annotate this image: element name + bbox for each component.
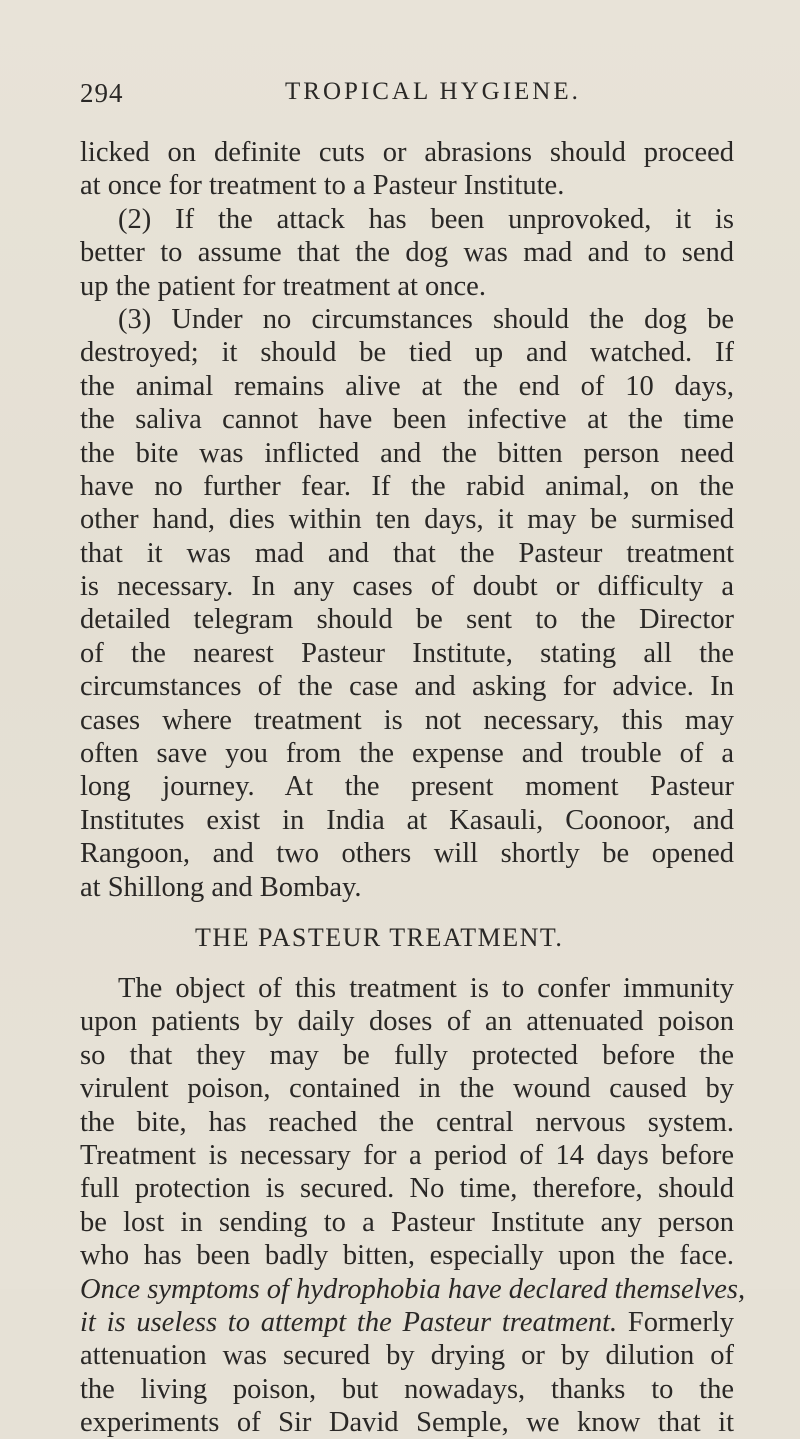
text-line: at once for treatment to a Pasteur Institute. <box>80 170 565 202</box>
text-line: have no further fear. If the rabid animal, on the <box>80 470 734 502</box>
italic-text-line: Once symptoms of hydrophobia have declared themselves, <box>80 1273 746 1305</box>
text-line: long journey. At the present moment Pasteur <box>80 771 734 803</box>
text-line: The object of this treatment is to confer immunity <box>118 972 734 1004</box>
text-line: cases where treatment is not necessary, this may <box>80 704 734 736</box>
text-line: is necessary. In any cases of doubt or difficulty a <box>80 571 734 603</box>
text-line: Rangoon, and two others will shortly be opened <box>80 838 734 870</box>
body-text <box>80 136 746 1439</box>
text-line: the bite was inflicted and the bitten person need <box>80 437 734 469</box>
page-header <box>80 78 730 118</box>
running-title: TROPICAL HYGIENE. <box>285 78 581 105</box>
text-line: Institutes exist in India at Kasauli, Coonoor, and <box>80 804 734 836</box>
text-line: detailed telegram should be sent to the Director <box>80 604 734 636</box>
text-line: the bite, has reached the central nervous system. <box>80 1106 734 1138</box>
roman-text-span: Formerly <box>617 1306 734 1338</box>
text-line: (3) Under no circumstances should the dog be <box>118 303 734 335</box>
italic-text-span: it is useless to attempt the Pasteur treatment. <box>80 1306 618 1338</box>
text-line: attenuation was secured by drying or by dilution of <box>80 1340 734 1372</box>
section-heading: THE PASTEUR TREATMENT. <box>195 922 564 952</box>
text-line: upon patients by daily doses of an attenuated poison <box>80 1006 734 1038</box>
text-line: the living poison, but nowadays, thanks to the <box>80 1373 734 1405</box>
text-line: at Shillong and Bombay. <box>80 871 362 903</box>
text-line: who has been badly bitten, especially upon the face. <box>80 1240 734 1272</box>
text-line: up the patient for treatment at once. <box>80 270 486 302</box>
text-line: virulent poison, contained in the wound caused by <box>80 1073 734 1105</box>
text-line: experiments of Sir David Semple, we know that it <box>80 1407 734 1439</box>
text-line: other hand, dies within ten days, it may be surmised <box>80 504 734 536</box>
text-line: licked on definite cuts or abrasions should proceed <box>80 137 734 168</box>
text-line-mixed <box>80 1306 734 1339</box>
text-line: full protection is secured. No time, therefore, should <box>80 1173 734 1205</box>
text-line: circumstances of the case and asking for advice. In <box>80 671 734 703</box>
text-line: that it was mad and that the Pasteur treatment <box>80 537 734 569</box>
text-line: the saliva cannot have been infective at the time <box>80 404 734 436</box>
text-line: of the nearest Pasteur Institute, stating all the <box>80 637 734 669</box>
text-line: destroyed; it should be tied up and watched. If <box>80 337 734 369</box>
text-line: better to assume that the dog was mad and to send <box>80 237 734 269</box>
text-line: Treatment is necessary for a period of 14 days before <box>80 1139 734 1171</box>
page-number: 294 <box>80 78 124 108</box>
text-line: so that they may be fully protected before the <box>80 1039 734 1071</box>
text-line: often save you from the expense and trouble of a <box>80 738 734 770</box>
text-line: be lost in sending to a Pasteur Institute any person <box>80 1206 734 1238</box>
text-line: (2) If the attack has been unprovoked, it is <box>118 203 734 235</box>
text-line: the animal remains alive at the end of 10 days, <box>80 370 734 402</box>
